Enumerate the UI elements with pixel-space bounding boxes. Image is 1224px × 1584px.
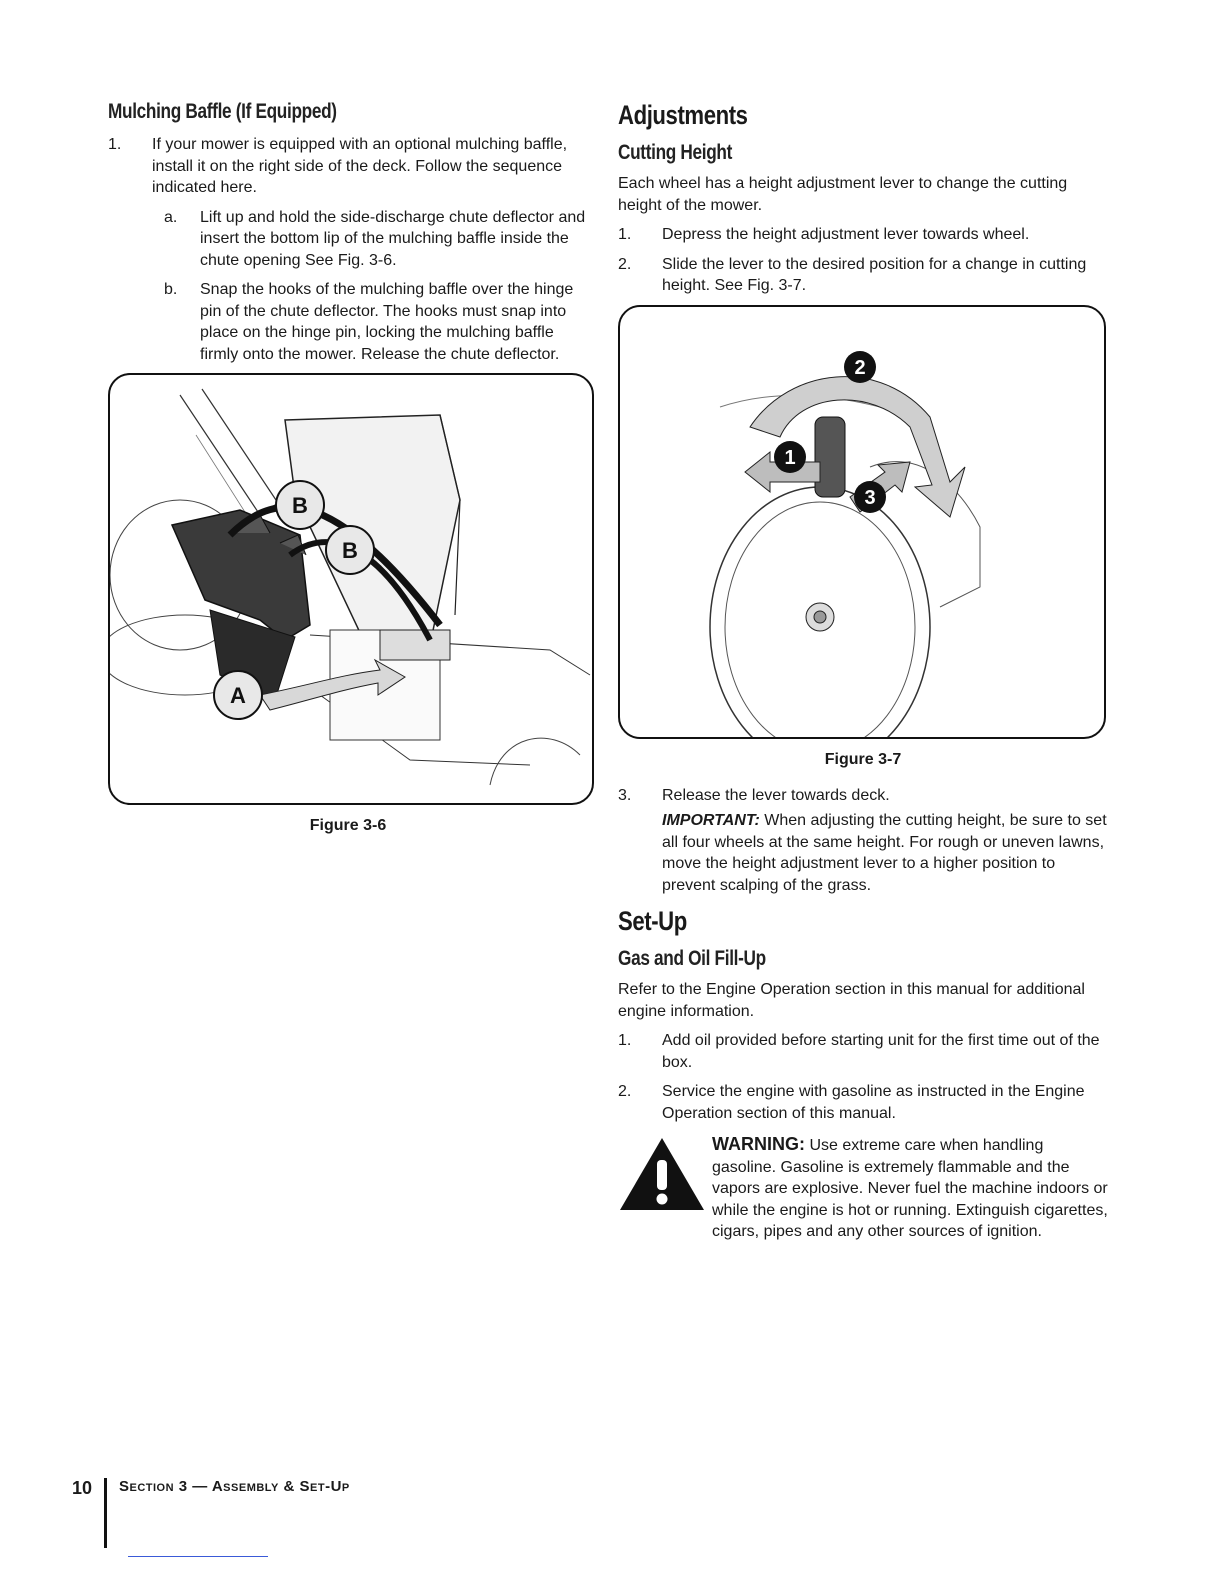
step-number: 2. bbox=[618, 255, 632, 273]
figure-3-6-caption: Figure 3-6 bbox=[309, 817, 387, 834]
cutting-intro: Each wheel has a height adjustment lever to change the cutting height of the mower. bbox=[618, 175, 1068, 214]
callout-2: 2 bbox=[854, 356, 866, 379]
callout-3: 3 bbox=[864, 486, 876, 509]
callout-b-lower: B bbox=[342, 538, 358, 563]
warning-text: Use extreme care when handling gasoline. Gasoline is extremely flammable and the vapors are explosive. Never fuel the machine indoors or while the engine is hot or running. Extinguish cigarettes, cigars, pipes and any other sources of ignition. bbox=[712, 1137, 1108, 1240]
set-up-heading: Set-Up bbox=[618, 906, 687, 936]
cutting-height-illustration bbox=[620, 307, 1104, 737]
list-item bbox=[618, 224, 1108, 246]
warning-block bbox=[618, 1134, 1108, 1243]
warning-label: WARNING: bbox=[712, 1134, 805, 1154]
list-item bbox=[108, 134, 588, 199]
page-number: 10 bbox=[72, 1478, 93, 1498]
sub-step-text: Snap the hooks of the mulching baffle over the hinge pin of the chute deflector. The hooks must snap into place on the hinge pin, locking the mulching baffle firmly onto the mower. Release the chute deflector. bbox=[200, 281, 574, 363]
figure-3-7-box bbox=[618, 305, 1106, 739]
page-footer bbox=[72, 1478, 350, 1548]
step-number: 2. bbox=[618, 1083, 632, 1100]
step-number: 3. bbox=[618, 786, 632, 804]
figure-3-7-caption: Figure 3-7 bbox=[824, 750, 902, 768]
list-item bbox=[618, 1081, 1108, 1124]
cutting-height-heading: Cutting Height bbox=[618, 141, 733, 164]
step-text: If your mower is equipped with an optional mulching baffle, install it on the right side of the deck. Follow the sequence indicated here. bbox=[152, 136, 568, 196]
footer-divider bbox=[104, 1478, 107, 1548]
left-column bbox=[108, 100, 588, 835]
right-column bbox=[618, 100, 1108, 1243]
list-item bbox=[618, 254, 1108, 297]
step-number: 1. bbox=[618, 1032, 632, 1049]
sub-list-item bbox=[108, 279, 588, 365]
sub-step-text: Lift up and hold the side-discharge chute deflector and insert the bottom lip of the mulching baffle inside the chute opening See Fig. 3-6. bbox=[200, 208, 586, 269]
section-title: Section 3 — Assembly & Set-Up bbox=[119, 1478, 350, 1495]
step-text: Slide the lever to the desired position for a change in cutting height. See Fig. 3-7. bbox=[662, 255, 1087, 294]
callout-b-upper: B bbox=[292, 493, 308, 518]
step-number: 1. bbox=[618, 226, 632, 243]
warning-triangle-icon bbox=[618, 1134, 710, 1243]
sub-step-letter: b. bbox=[164, 281, 178, 298]
mulching-baffle-illustration bbox=[110, 375, 592, 803]
step-number: 1. bbox=[108, 136, 122, 153]
callout-a: A bbox=[230, 683, 246, 708]
warning-text-block bbox=[712, 1134, 1108, 1243]
callout-1: 1 bbox=[784, 446, 796, 469]
step-text: Depress the height adjustment lever towards wheel. bbox=[662, 226, 1030, 243]
important-text: When adjusting the cutting height, be sure to set all four wheels at the same height. For rough or uneven lawns, move the height adjustment lever to a higher position to prevent scalping of the grass. bbox=[662, 812, 1107, 894]
step-text: Release the lever towards deck. bbox=[662, 786, 890, 804]
step-text: Add oil provided before starting unit for the first time out of the box. bbox=[662, 1032, 1100, 1071]
gas-intro: Refer to the Engine Operation section in this manual for additional engine information. bbox=[618, 981, 1085, 1020]
sub-step-letter: a. bbox=[164, 208, 178, 226]
mulching-baffle-heading: Mulching Baffle (If Equipped) bbox=[108, 100, 337, 123]
list-item bbox=[618, 785, 1108, 807]
important-label: IMPORTANT: bbox=[662, 812, 760, 829]
sub-list-item bbox=[108, 207, 588, 272]
gas-oil-heading: Gas and Oil Fill-Up bbox=[618, 947, 766, 970]
important-note bbox=[618, 810, 1108, 896]
list-item bbox=[618, 1030, 1108, 1073]
step-text: Service the engine with gasoline as instructed in the Engine Operation section of this manual. bbox=[662, 1083, 1085, 1122]
footer-link-underline bbox=[128, 1556, 268, 1557]
adjustments-heading: Adjustments bbox=[618, 100, 748, 130]
figure-3-6-box bbox=[108, 373, 594, 805]
